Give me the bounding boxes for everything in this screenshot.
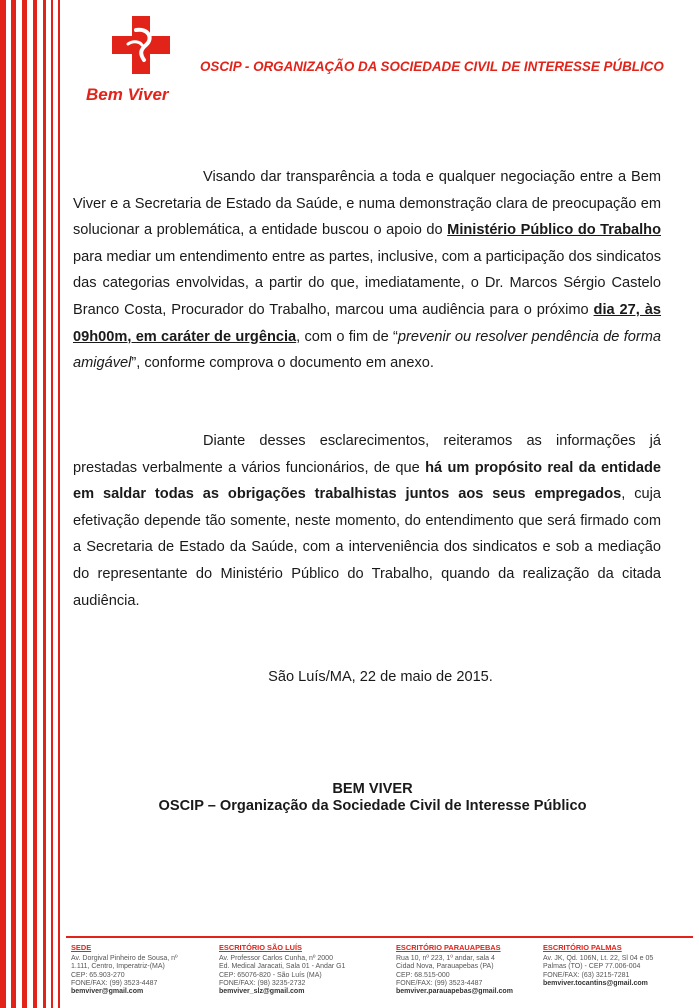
footer-divider <box>66 936 693 938</box>
office-line: Ed. Medical Jaracati, Sala 01 - Andar G1 <box>219 963 346 971</box>
office-palmas <box>543 944 653 988</box>
office-line: Av. JK, Qd. 106N, Lt. 22, Sl 04 e 05 <box>543 955 654 963</box>
signature-name: BEM VIVER <box>332 781 413 797</box>
bold-underlined-text: Ministério Público do Trabalho <box>447 222 661 239</box>
text-run: ”, conforme comprova o documento em anexo. <box>131 355 434 372</box>
text-run: Visando dar transparência a toda e qualquer negociação entre a Bem Viver e a Secretaria de Estado da Saúde, e numa demonstração clara de preocupação em solucionar a problemática, a entidade buscou o apoio do <box>73 169 661 239</box>
paragraph-2 <box>73 428 661 614</box>
office-title: SEDE <box>71 943 92 952</box>
cross-logo-icon <box>110 14 172 76</box>
office-title: ESCRITÓRIO PALMAS <box>543 943 622 952</box>
bold-text: há um propósito real da entidade em saldar todas as obrigações trabalhistas juntos aos seus empregados <box>73 459 662 503</box>
office-email: bemviver@gmail.com <box>71 988 144 996</box>
decorative-stripe <box>51 0 53 1008</box>
decorative-stripe <box>43 0 46 1008</box>
text-run: para mediar um entendimento entre as partes, inclusive, com a participação dos sindicatos das categorias envolvidas, a partir do que, imediatamente, o Dr. Marcos Sérgio Castelo Branco Costa, Procurador do Trabalho, marcou uma audiência para o próximo <box>73 248 661 318</box>
text-run: , com o fim de “ <box>296 328 398 345</box>
office-line: Rua 10, nº 223, 1º andar, sala 4 <box>396 955 495 963</box>
text-run: , cuja efetivação depende tão somente, neste momento, do entendimento que será firmado com a Secretaria de Estado da Saúde, com a interveniência dos sindicatos e sob a mediação do representante do Ministério Público do Trabalho, quando da realização da citada audiência. <box>73 486 661 609</box>
office-line: FONE/FAX: (99) 3523-4487 <box>396 979 483 987</box>
office-line: CEP: 65076-820 - São Luís (MA) <box>219 971 322 979</box>
decorative-stripe <box>58 0 60 1008</box>
office-parauapebas <box>396 944 513 996</box>
decorative-stripe <box>11 0 16 1008</box>
office-line: CEP: 65.903-270 <box>71 971 125 979</box>
office-title: ESCRITÓRIO PARAUAPEBAS <box>396 943 501 952</box>
text-run: Diante desses esclarecimentos, reiteramos as informações já prestadas verbalmente a vários funcionários, de que <box>73 433 661 476</box>
office-line: Av. Professor Carlos Cunha, nº 2000 <box>219 955 333 963</box>
decorative-stripe <box>33 0 37 1008</box>
office-line: Cidad Nova, Parauapebas (PA) <box>396 963 494 971</box>
header-title: OSCIP - ORGANIZAÇÃO DA SOCIEDADE CIVIL DE INTERESSE PÚBLICO <box>200 59 664 74</box>
decorative-stripe <box>22 0 27 1008</box>
office-email: bemviver.tocantins@gmail.com <box>543 979 648 987</box>
office-title: ESCRITÓRIO SÃO LUÍS <box>219 943 302 952</box>
office-line: FONE/FAX: (63) 3215-7281 <box>543 971 630 979</box>
office-sao-luis <box>219 944 345 996</box>
office-email: bemviver_slz@gmail.com <box>219 988 305 996</box>
paragraph-1 <box>73 164 661 377</box>
office-line: Av. Dorgival Pinheiro de Sousa, nº <box>71 955 178 963</box>
decorative-stripe <box>0 0 6 1008</box>
logo <box>82 14 192 104</box>
office-line: FONE/FAX: (99) 3523-4487 <box>71 979 158 987</box>
office-line: Palmas (TO) - CEP 77.006-004 <box>543 963 641 971</box>
logo-text: Bem Viver <box>86 85 169 104</box>
office-email: bemviver.parauapebas@gmail.com <box>396 988 513 996</box>
bold-underlined-text: dia 27, às 09h00m, em caráter de urgência <box>73 301 661 345</box>
date-line: São Luís/MA, 22 de maio de 2015. <box>268 669 493 685</box>
italic-quote: prevenir ou resolver pendência de forma amigável <box>73 328 662 372</box>
office-line: CEP: 68.515-000 <box>396 971 450 979</box>
office-sede <box>71 944 178 996</box>
office-line: 1.111, Centro, Imperatriz-(MA) <box>71 963 165 971</box>
office-line: FONE/FAX: (98) 3235-2732 <box>219 979 306 987</box>
signature-org: OSCIP – Organização da Sociedade Civil de Interesse Público <box>158 798 587 814</box>
